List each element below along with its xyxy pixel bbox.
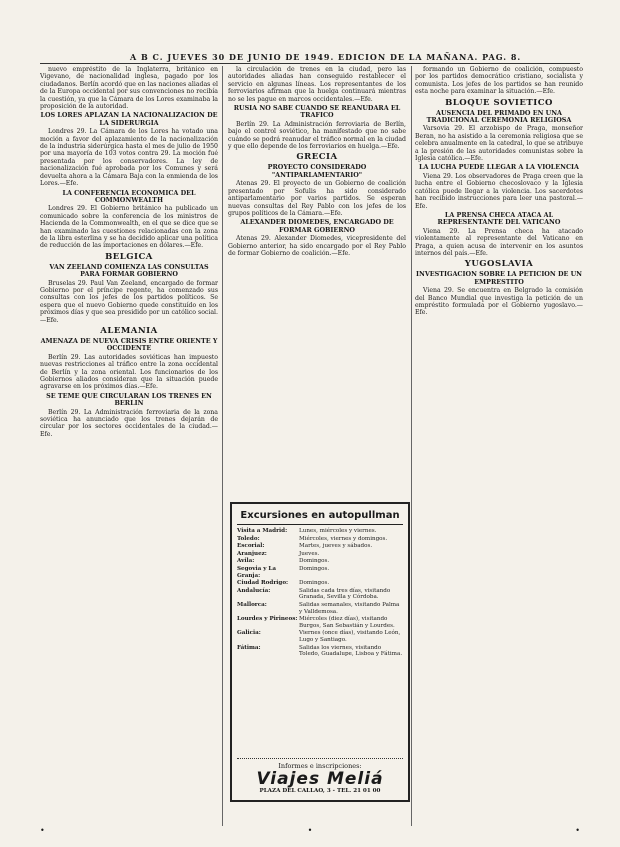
- ad-info-label: Informes e inscripciones:: [237, 758, 403, 770]
- column-separator-1: [222, 66, 223, 826]
- col2-headline-proyecto: PROYECTO CONSIDERADO "ANTIPARLAMENTARIO": [267, 163, 367, 179]
- ad-itinerary-row: [237, 566, 403, 579]
- page-footer-marks: [40, 826, 580, 835]
- column-separator-2: [411, 66, 412, 826]
- column-2: [228, 66, 406, 486]
- ad-destination: Aranjuez:: [237, 550, 267, 557]
- ad-destination: Segovia y La Granja:: [237, 565, 276, 579]
- ad-destination: Fátima:: [237, 644, 261, 651]
- ad-schedule: Miércoles (diez días), visitando Burgos, San Sebastián y Lourdes.: [299, 616, 395, 629]
- col3-section-yugoslavia: YUGOSLAVIA: [464, 259, 534, 270]
- col1-headline-van-zeeland: VAN ZEELAND COMIENZA LAS CONSULTAS PARA FORMAR GOBIERNO: [49, 262, 209, 279]
- col1-headline-crisis: AMENAZA DE NUEVA CRISIS ENTRE ORIENTE Y OCCIDENTE: [40, 337, 218, 353]
- col1-article-van-zeeland: Bruselas 29. Paul Van Zeeland, encargado de formar Gobierno por el príncipe regente, ha comenzado sus consultas con los jefes de los partidos políticos. Se espera que el nuevo Gobierno quede constituído en los próximos días y que sea presidido por un católico social.—Efe.: [40, 279, 218, 324]
- col3-article-lucha: Viena 29. Los observadores de Praga creen que la lucha entre el Gobierno checoslovaco y la Iglesia católica puede llegar a la violencia. Los sacerdotes han recibido instrucciones para leer una pastoral.—Efe.: [415, 172, 583, 210]
- col3-section-bloque: BLOQUE SOVIETICO: [445, 97, 553, 108]
- ad-itinerary-row: [237, 536, 403, 543]
- ad-destination: Lourdes y Pirineos:: [237, 616, 298, 623]
- ad-destination: Ciudad Rodrigo:: [237, 580, 289, 587]
- ad-destination: Avila:: [237, 558, 255, 565]
- col1-section-belgica: BELGICA: [105, 251, 153, 262]
- col1-headline-lores: LOS LORES APLAZAN LA NACIONALIZACION DE LA SIDERURGIA: [40, 111, 218, 127]
- ad-footer: [237, 758, 403, 794]
- col2-article-diomedes: Atenas 29. Alexander Diomedes, vicepresidente del Gobierno anterior, ha sido encargado por el Rey Pablo de formar Gobierno de coalición.—Efe.: [228, 235, 406, 257]
- col3-article-emprestito: Viena 29. Se encuentra en Belgrado la comisión del Banco Mundial que investiga la petición de un empréstito formulada por el Gobierno yugoslavo.—Efe.: [415, 287, 583, 317]
- ad-schedule: Salidas los viernes, visitando Toledo, Guadalupe, Lisboa y Fátima.: [299, 644, 403, 658]
- col1-article-lores: Londres 29. La Cámara de los Lores ha votado una moción a favor del aplazamiento de la nacionalización de la industria siderúrgica hasta el mes de julio de 1950 por una mayoría de 103 votos contra 29. La moción fué presentada por los conservadores. La ley de nacionalización fué aprobada por los Comunes y será devuelta ahora a la Cámara Baja con la enmienda de los Lores.—Efe.: [40, 128, 218, 188]
- ad-itinerary-list: [237, 528, 403, 658]
- travel-advertisement: [230, 502, 410, 802]
- header-rule: [40, 63, 580, 64]
- footer-mark-left: •: [40, 826, 45, 835]
- ad-itinerary-row: [237, 580, 403, 587]
- ad-itinerary-row: [237, 645, 403, 658]
- ad-itinerary-row: [237, 551, 403, 558]
- ad-destination: Escorial:: [237, 543, 265, 550]
- ad-schedule: Miércoles, viernes y domingos.: [299, 535, 388, 542]
- col2-article-rusia: Berlín 29. La Administración ferroviaria de Berlín, bajo el control soviético, ha manifestado que no sabe cuándo se podrá reanudar el tráfico normal en la ciudad y que ello depende de los ferroviarios en huelga.—Efe.: [228, 120, 406, 151]
- column-3: [415, 66, 583, 826]
- col3-headline-lucha: LA LUCHA PUEDE LLEGAR A LA VIOLENCIA: [418, 163, 579, 172]
- ad-itinerary-row: [237, 543, 403, 550]
- ad-itinerary-row: [237, 602, 403, 615]
- ad-title: Excursiones en autopullman: [237, 510, 403, 525]
- ad-schedule: Domingos.: [299, 580, 330, 587]
- col1-headline-trenes: SE TEME QUE CIRCULARAN LOS TRENES EN BERLIN: [46, 391, 212, 408]
- ad-brand-logo: Viajes Meliá: [256, 769, 384, 789]
- footer-mark-center: •: [307, 826, 313, 835]
- col3-headline-emprestito: INVESTIGACION SOBRE LA PETICION DE UN EMPRESTITO: [416, 270, 582, 286]
- footer-mark-right: •: [575, 826, 580, 835]
- ad-schedule: Martes, jueves y sábados.: [299, 543, 373, 550]
- col3-article-prensa: Viena 29. La Prensa checa ha atacado violentamente al representante del Vaticano en Praga, a quien acusa de intervenir en los asuntos internos del país.—Efe.: [415, 227, 583, 257]
- ad-destination: Andalucía:: [237, 587, 271, 594]
- ad-destination: Visita a Madrid:: [237, 528, 288, 534]
- ad-itinerary-row: [237, 528, 403, 535]
- ad-itinerary-row: [237, 630, 403, 643]
- ad-schedule: Jueves.: [299, 550, 320, 557]
- col3-article-primado: Varsovia 29. El arzobispo de Praga, monseñor Beran, no ha asistido a la ceremonia religiosa que se celebra anualmente en la catedral, lo que se atribuye a la presión de las autoridades comunistas sobre la Iglesia católica.—Efe.: [415, 125, 583, 163]
- ad-destination: Toledo:: [237, 535, 260, 542]
- ad-schedule: Salidas semanales, visitando Palma y Valldemosa.: [299, 601, 400, 615]
- col1-article-trenes: Berlín 29. La Administración ferroviaria de la zona soviética ha anunciado que los trenes dejarán de circular por los sectores occidentales de la ciudad.—Efe.: [40, 408, 218, 438]
- ad-schedule: Lunes, miércoles y viernes.: [299, 528, 377, 534]
- col3-headline-prensa: LA PRENSA CHECA ATACA AL REPRESENTANTE DEL VATICANO: [437, 210, 561, 227]
- col1-article-commonwealth: Londres 29. El Gobierno británico ha publicado un comunicado sobre la conferencia de los ministros de Hacienda de la Commonwealth, en el que se dice que se han examinado las cuestiones relacionadas con la zona de la libra esterlina y se ha decidido aplicar una política de reducción de las importaciones en dólares.—Efe.: [40, 205, 218, 250]
- ad-schedule: Salidas cada tres días, visitando Granada, Sevilla y Córdoba.: [299, 587, 391, 601]
- page-header: A B C. JUEVES 30 DE JUNIO DE 1949. EDICION DE LA MAÑANA. PAG. 8.: [130, 52, 522, 62]
- col2-headline-diomedes: ALEXANDER DIOMEDES, ENCARGADO DE FORMAR GOBIERNO: [240, 218, 394, 234]
- column-1: [40, 66, 218, 826]
- ad-schedule: Domingos.: [299, 565, 330, 572]
- ad-itinerary-row: [237, 588, 403, 601]
- ad-address: PLAZA DEL CALLAO, 3 - TEL. 21 01 00: [259, 788, 381, 794]
- col3-intro: formando un Gobierno de coalición, compuesto por los partidos democrático cristiano, socialista y comunista. Los jefes de los partidos se han reunido esta noche para examinar la situación.—Efe.: [415, 66, 583, 96]
- col1-headline-commonwealth: LA CONFERENCIA ECONOMICA DEL COMMONWEALTH: [62, 188, 196, 204]
- ad-schedule: Viernes (once días), visitando León, Lugo y Santiago.: [299, 630, 401, 643]
- ad-schedule: Domingos.: [299, 558, 330, 565]
- col2-section-grecia: GRECIA: [296, 152, 338, 163]
- ad-destination: Mallorca:: [237, 601, 267, 608]
- col3-headline-primado: AUSENCIA DEL PRIMADO EN UNA TRADICIONAL CEREMONIA RELIGIOSA: [426, 108, 572, 125]
- ad-itinerary-row: [237, 558, 403, 565]
- ad-destination: Galicia:: [237, 630, 261, 637]
- col1-article-crisis: Berlín 29. Las autoridades soviéticas han impuesto nuevas restricciones al tráfico entre la zona occidental de Berlín y la zona oriental. Los funcionarios de los Gobiernos aliados consideran que la situación puede agravarse en los próximos días.—Efe.: [40, 353, 218, 391]
- col1-section-alemania: ALEMANIA: [100, 326, 158, 336]
- col2-article-proyecto: Atenas 29. El proyecto de un Gobierno de coalición presentado por Sofulis ha sido considerado antiparlamentario por varios partidos. Se esperan nuevas consultas del Rey Pablo con los jefes de los grupos políticos de la Cámara.—Efe.: [228, 180, 406, 217]
- col1-intro: nuevo empréstito de la Inglaterra, británico en Vigevano, de nacionalidad inglesa, pagado por los ciudadanos. Berlín acordó que en las naciones aliadas el de la Europa occidental por sus convenciones no recibía la cuestión, ya que la Cámara de los Lores examinaba la proposición de la autoridad.: [40, 66, 218, 111]
- col2-intro: la circulación de trenes en la ciudad, pero las autoridades aliadas han conseguido restablecer el servicio en algunas líneas. Los representantes de los ferroviarios afirman que la huelga continuará mientras no se les pague en marcos occidentales.—Efe.: [228, 66, 406, 103]
- ad-itinerary-row: [237, 616, 403, 629]
- col2-headline-rusia: RUSIA NO SABE CUANDO SE REANUDARA EL TRAFICO: [233, 104, 401, 120]
